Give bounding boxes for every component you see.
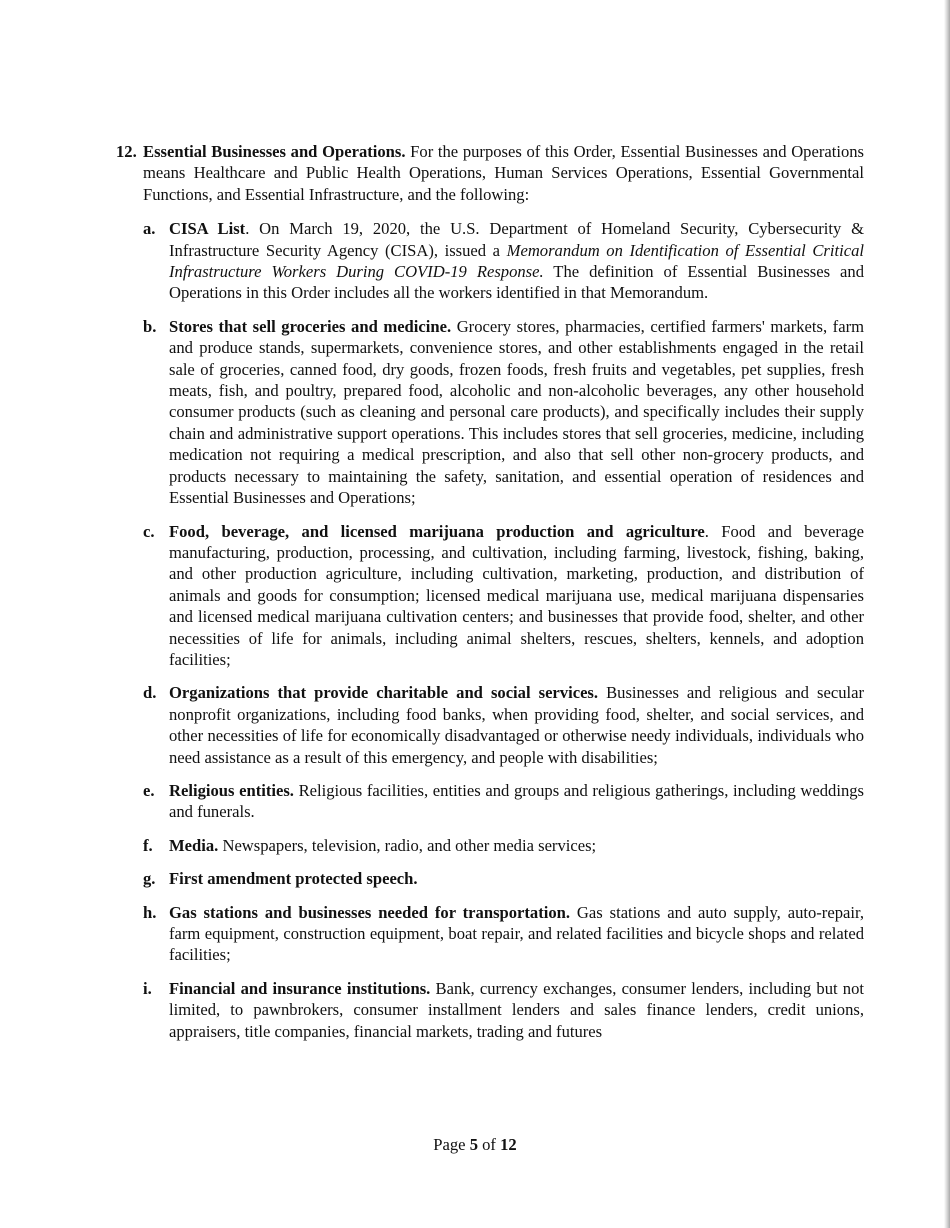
list-item-c <box>116 521 864 671</box>
item-text: . Food and beverage manufacturing, production, processing, and cultivation, including farming, livestock, fishing, baking, and other production agriculture, including cultivation, marketing, production, and distribution of animals and goods for consumption; licensed medical marijuana use, medical marijuana dispensaries and licensed medical marijuana cultivation centers; and businesses that provide food, shelter, and other necessities of life for animals, including animal shelters, rescues, shelters, kennels, and adoption facilities; <box>169 521 864 669</box>
list-item-g <box>116 868 864 889</box>
item-letter: d. <box>143 683 157 703</box>
item-letter: f. <box>143 835 153 855</box>
scan-edge <box>944 0 950 1228</box>
page-footer <box>0 1135 950 1155</box>
item-heading: First amendment protected speech. <box>169 869 418 889</box>
list-item-a <box>116 218 864 304</box>
item-text: Religious facilities, entities and groups and religious gatherings, including weddings and funerals. <box>169 780 864 822</box>
item-heading: Religious entities. <box>169 780 294 800</box>
item-text: Businesses and religious and secular nonprofit organizations, including food banks, when providing food, shelter, and social services, and other necessities of life for economically disadvantaged or otherwise needy individuals, individuals who need assistance as a result of this emergency, and people with disabilities; <box>169 683 864 767</box>
item-text: Gas stations and auto supply, auto-repair, farm equipment, construction equipment, boat repair, and related facilities and bicycle shops and related facilities; <box>169 902 864 965</box>
item-heading: Financial and insurance institutions. <box>169 978 431 998</box>
memorandum-title: Memorandum on Identification of Essential Critical Infrastructure Workers During COVID-19 Response. <box>169 240 864 282</box>
list-item-i <box>116 978 864 1042</box>
item-list <box>116 218 864 1042</box>
item-letter: c. <box>143 521 155 541</box>
current-page-number: 5 <box>469 1135 478 1154</box>
item-letter: e. <box>143 780 155 800</box>
list-item-b <box>116 316 864 509</box>
item-heading: Stores that sell groceries and medicine. <box>169 316 452 336</box>
section-12 <box>116 141 864 205</box>
section-intro: For the purposes of this Order, Essential Businesses and Operations means Healthcare and Public Health Operations, Human Services Operations, Essential Governmental Functions, and Essential Infrastructure, and the following: <box>143 142 864 204</box>
total-page-count: 12 <box>500 1135 517 1154</box>
item-heading: CISA List <box>169 219 246 239</box>
section-number: 12. <box>116 142 137 161</box>
item-text: Grocery stores, pharmacies, certified farmers' markets, farm and produce stands, supermarkets, convenience stores, and other establishments engaged in the retail sale of groceries, canned food, dry goods, frozen foods, fresh fruits and vegetables, pet supplies, fresh meats, fish, and poultry, prepared food, alcoholic and non-alcoholic beverages, any other household consumer products (such as cleaning and personal care products), and specifically includes their supply chain and administrative support operations. This includes stores that sell groceries, medicine, including medication not requiring a medical prescription, and also that sell other non-grocery products, and products necessary to maintaining the safety, sanitation, and essential operation of residences and Essential Businesses and Operations; <box>169 316 864 508</box>
page-of-label: of <box>477 1135 501 1154</box>
list-item-h <box>116 902 864 966</box>
section-heading: Essential Businesses and Operations. <box>143 142 406 161</box>
item-heading: Food, beverage, and licensed marijuana production and agriculture <box>169 521 705 541</box>
item-text: Newspapers, television, radio, and other media services; <box>218 835 597 855</box>
item-text-cont: The definition of Essential Businesses and Operations in this Order includes all the workers identified in that Memorandum. <box>169 262 864 303</box>
item-heading: Organizations that provide charitable and social services. <box>169 683 599 703</box>
item-letter: a. <box>143 219 156 239</box>
item-letter: h. <box>143 902 157 922</box>
item-letter: b. <box>143 316 157 336</box>
list-item-f <box>116 835 864 856</box>
page-label: Page <box>433 1135 470 1154</box>
item-text: Bank, currency exchanges, consumer lenders, including but not limited, to pawnbrokers, consumer installment lenders and sales finance lenders, credit unions, appraisers, title companies, financial markets, trading and futures <box>169 978 865 1041</box>
page-content <box>116 141 864 1054</box>
item-heading: Gas stations and businesses needed for transportation. <box>169 902 571 922</box>
item-text: . On March 19, 2020, the U.S. Department of Homeland Security, Cybersecurity & Infrastructure Security Agency (CISA), issued a <box>169 219 864 260</box>
item-heading: Media. <box>169 835 219 855</box>
item-letter: g. <box>143 869 156 889</box>
list-item-e <box>116 780 864 823</box>
list-item-d <box>116 682 864 768</box>
item-letter: i. <box>143 978 152 998</box>
